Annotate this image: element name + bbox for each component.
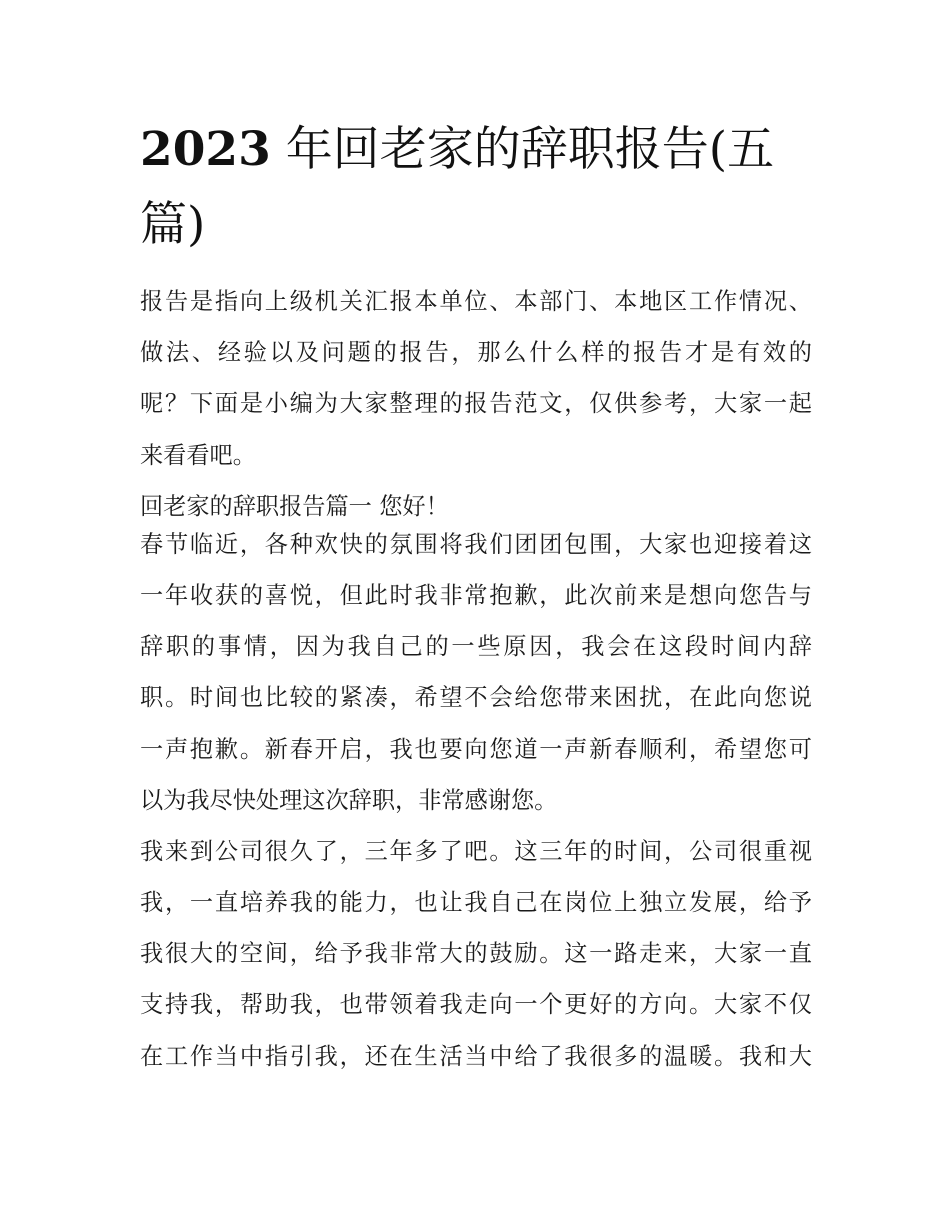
- paragraph-line: 一声抱歉。新春开启，我也要向您道一声新春顺利，希望您可: [140, 735, 812, 763]
- title-year: 2023: [140, 122, 271, 177]
- intro-line: 做法、经验以及问题的报告，那么什么样的报告才是有效的: [140, 339, 812, 367]
- document-body: [140, 279, 812, 1085]
- intro-paragraph: [140, 279, 812, 484]
- paragraph-line: 我，一直培养我的能力，也让我自己在岗位上独立发展，给予: [140, 889, 812, 917]
- paragraph-line: 一年收获的喜悦，但此时我非常抱歉，此次前来是想向您告与: [140, 581, 812, 609]
- section-heading: 回老家的辞职报告篇一 您好！: [140, 492, 449, 520]
- title-text-line2: 篇): [140, 197, 206, 252]
- intro-line: 报告是指向上级机关汇报本单位、本部门、本地区工作情况、: [140, 288, 812, 315]
- intro-line: 呢？下面是小编为大家整理的报告范文，仅供参考，大家一起: [140, 390, 812, 418]
- paragraph-line: 我来到公司很久了，三年多了吧。这三年的时间，公司很重视: [140, 837, 812, 865]
- intro-line: 来看看吧。: [140, 441, 256, 469]
- title-text-line1: 年回老家的辞职报告(五: [285, 122, 775, 177]
- paragraph-line: 我很大的空间，给予我非常大的鼓励。这一路走来，大家一直: [140, 940, 812, 968]
- paragraph-line: 职。时间也比较的紧凑，希望不会给您带来困扰，在此向您说: [140, 684, 812, 712]
- paragraph-line: 辞职的事情，因为我自己的一些原因，我会在这段时间内辞: [140, 633, 812, 661]
- paragraph-line: 春节临近，各种欢快的氛围将我们团团包围，大家也迎接着这: [140, 530, 812, 558]
- paragraph-line: 支持我，帮助我，也带领着我走向一个更好的方向。大家不仅: [140, 991, 812, 1019]
- document-title: [140, 112, 800, 262]
- body-paragraph-1: [140, 522, 812, 829]
- body-paragraph-2: [140, 829, 812, 1085]
- paragraph-line: 以为我尽快处理这次辞职，非常感谢您。: [140, 786, 558, 814]
- paragraph-line: 在工作当中指引我，还在生活当中给了我很多的温暖。我和大: [140, 1042, 812, 1070]
